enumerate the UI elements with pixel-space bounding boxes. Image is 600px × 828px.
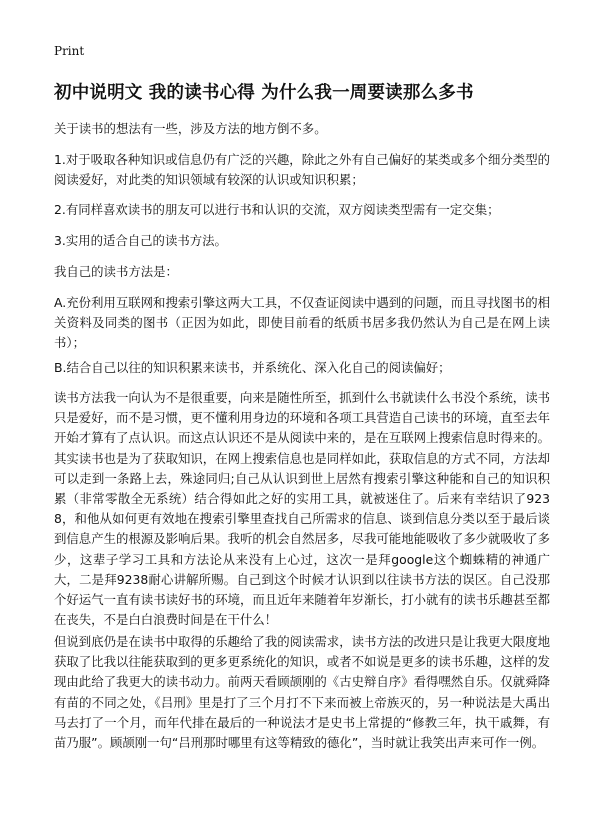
method-a-paragraph: A.充份利用互联网和搜索引擎这两大工具，不仅查证阅读中遇到的问题，而且寻找图书的相关资料及同类的图书（正因为如此，即使目前看的纸质书居多我仍然认为自己是在网上读书）； xyxy=(54,295,550,351)
closing-paragraph: 但说到底仍是在读书中取得的乐趣给了我的阅读需求，读书方法的改进只是让我更大限度地获取了比我以往能获取到的更多更系统化的知识，或者不如说是更多的读书乐趣，这样的发现由此给了我更大的读书动力。前两天看顾颉刚的《古史辩自序》看得嘿然自乐。仅就舜降有苗的不同之处，《吕刑》里是打了三个月打不下来而被上帝族灭的，另一种说法是大禹出马去打了一个月，而年代排在最后的一种说法才是史书上常提的“修教三年，执干戚舞，有苗乃服”。顾颉刚一句“吕刑那时哪里有这等精致的德化”，当时就让我笑出声来可作一例。 xyxy=(54,634,550,751)
body-paragraph: 读书方法我一向认为不是很重要，向来是随性所至，抓到什么书就读什么书没个系统，读书只是爱好，而不是习惯，更不懂利用身边的环境和各项工具营造自己读书的环境，直至去年开始才算有了点认识。而这点认识还不是从阅读中来的，是在互联网上搜索信息时得来的。其实读书也是为了获取知识，在网上搜索信息也是同样如此，获取信息的方式不同，方法却可以走到一条路上去，殊途同归;自己从认识到世上居然有搜索引擎这种能和自己的知识积累（非常零散全无系统）结合得如此之好的实用工具，就被迷住了。后来有幸结识了9238，和他从如何更有效地在搜索引擎里查找自己所需求的信息、谈到信息分类以至于最后谈到信息产生的根源及影响后果。我听的机会自然居多，尽我可能地能吸收了多少就吸收了多少，这辈子学习工具和方法论从来没有上心过，这次一是拜google这个蜘蛛精的神通广大，二是拜9238耐心讲解所赐。自己到这个时候才认识到以往读书方法的误区。自己没那个好运气一直有读书读好书的环境，而且近年来随着年岁渐长，打小就有的读书乐趣甚至都在丧失，不是白白浪费时间是在干什么！ xyxy=(54,390,550,628)
point-1-paragraph: 1.对于吸取各种知识或信息仍有广泛的兴趣，除此之外有自己偏好的某类或多个细分类型的阅读爱好，对此类的知识领域有较深的认识或知识积累； xyxy=(54,152,550,188)
method-heading-paragraph: 我自己的读书方法是： xyxy=(54,264,178,279)
print-link[interactable]: Print xyxy=(54,44,85,58)
point-2-paragraph: 2.有同样喜欢读书的朋友可以进行书和认识的交流，双方阅读类型需有一定交集； xyxy=(54,202,500,217)
point-3-paragraph: 3.实用的适合自己的读书方法。 xyxy=(54,233,227,248)
intro-paragraph: 关于读书的想法有一些，涉及方法的地方倒不多。 xyxy=(54,121,327,136)
method-b-paragraph: B.结合自己以往的知识积累来读书，并系统化、深入化自己的阅读偏好； xyxy=(54,360,451,375)
page-title: 初中说明文 我的读书心得 为什么我一周要读那么多书 xyxy=(54,83,474,103)
